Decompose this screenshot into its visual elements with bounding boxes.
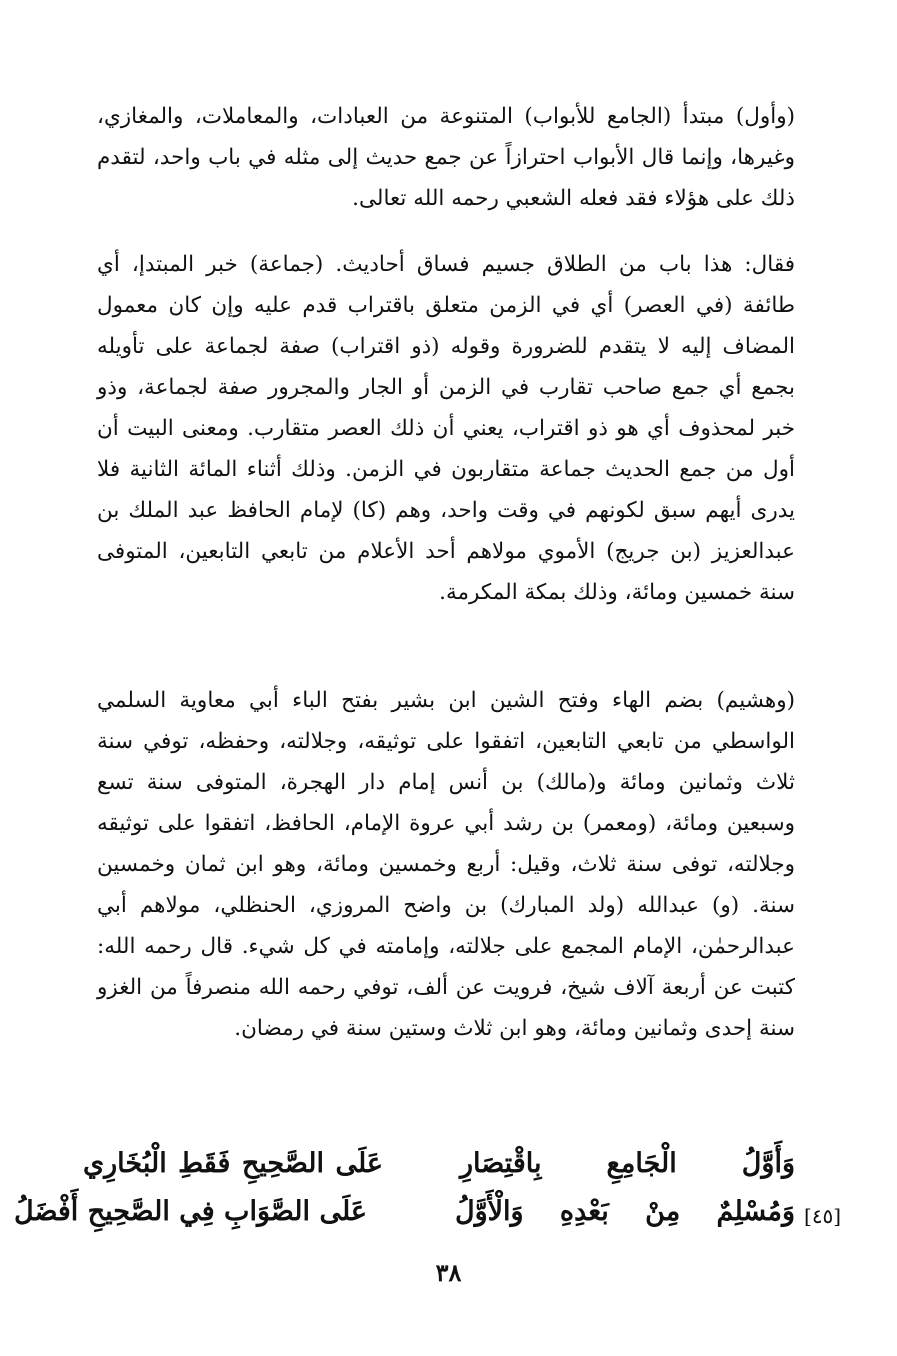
page-number: ٣٨	[435, 1258, 462, 1287]
verse-line-2-second-hemistich: عَلَى الصَّوَابِ فِي الصَّحِيحِ أَفْضَلُ	[14, 1196, 367, 1227]
verse-line-2	[14, 1184, 795, 1240]
verse-line-2-first-hemistich: وَمُسْلِمٌ مِنْ بَعْدِهِ وَالْأَوَّلُ	[455, 1196, 795, 1227]
verse-number: [٤٥]	[804, 1204, 842, 1228]
commentary-paragraph-1: (وأول) مبتدأ (الجامع للأبواب) المتنوعة من العبادات، والمعاملات، والمغازي، وغيرها، وإنما قال الأبواب احترازاً عن جمع حديث إلى مثله في باب واحد، لتقدم ذلك على هؤلاء فقد فعله الشعبي رحمه الله تعالى.	[97, 104, 795, 211]
verse-line-1-second-hemistich: عَلَى الصَّحِيحِ فَقَطِ الْبُخَارِي	[83, 1148, 383, 1179]
verse-line-1-first-hemistich: وَأَوَّلُ الْجَامِعِ بِاقْتِصَارِ	[460, 1148, 795, 1179]
commentary-paragraph-3: (وهشيم) بضم الهاء وفتح الشين ابن بشير بفتح الباء أبي معاوية السلمي الواسطي من تابعي التابعين، اتفقوا على توثيقه، وجلالته، وحفظه، توفي سنة ثلاث وثمانين ومائة و(مالك) بن أنس إمام دار الهجرة، المتوفى سنة تسع وسبعين ومائة، (ومعمر) بن رشد أبي عروة الإمام، الحافظ، اتفقوا على توثيقه وجلالته، توفى سنة ثلاث، وقيل: أربع وخمسين ومائة، وهو ابن ثمان وخمسين سنة. (و) عبدالله (ولد المبارك) بن واضح المروزي، الحنظلي، مولاهم أبي عبدالرحمٰن، الإمام المجمع على جلالته، وإمامته في كل شيء. قال رحمه الله: كتبت عن أربعة آلاف شيخ، فرويت عن ألف، توفي رحمه الله منصرفاً من الغزو سنة إحدى وثمانين ومائة، وهو ابن ثلاث وستين سنة في رمضان.	[97, 688, 795, 1041]
commentary-paragraph-2: فقال: هذا باب من الطلاق جسيم فساق أحاديث. (جماعة) خبر المبتدإ، أي طائفة (في العصر) أي في الزمن متعلق باقتراب قدم عليه وإن كان معمول المضاف إليه لا يتقدم للضرورة وقوله (ذو اقتراب) صفة لجماعة على تأويله بجمع أي جمع صاحب تقارب في الزمن أو الجار والمجرور صفة لجماعة، وذو خبر لمحذوف أي هو ذو اقتراب، يعني أن ذلك العصر متقارب. ومعنى البيت أن أول من جمع الحديث جماعة متقاربون في الزمن. وذلك أثناء المائة الثانية فلا يدرى أيهم سبق لكونهم في وقت واحد، وهم (كا) لإمام الحافظ عبد الملك بن عبدالعزيز (بن جريج) الأموي مولاهم أحد الأعلام من تابعي التابعين، المتوفى سنة خمسين ومائة، وذلك بمكة المكرمة.	[97, 252, 795, 605]
